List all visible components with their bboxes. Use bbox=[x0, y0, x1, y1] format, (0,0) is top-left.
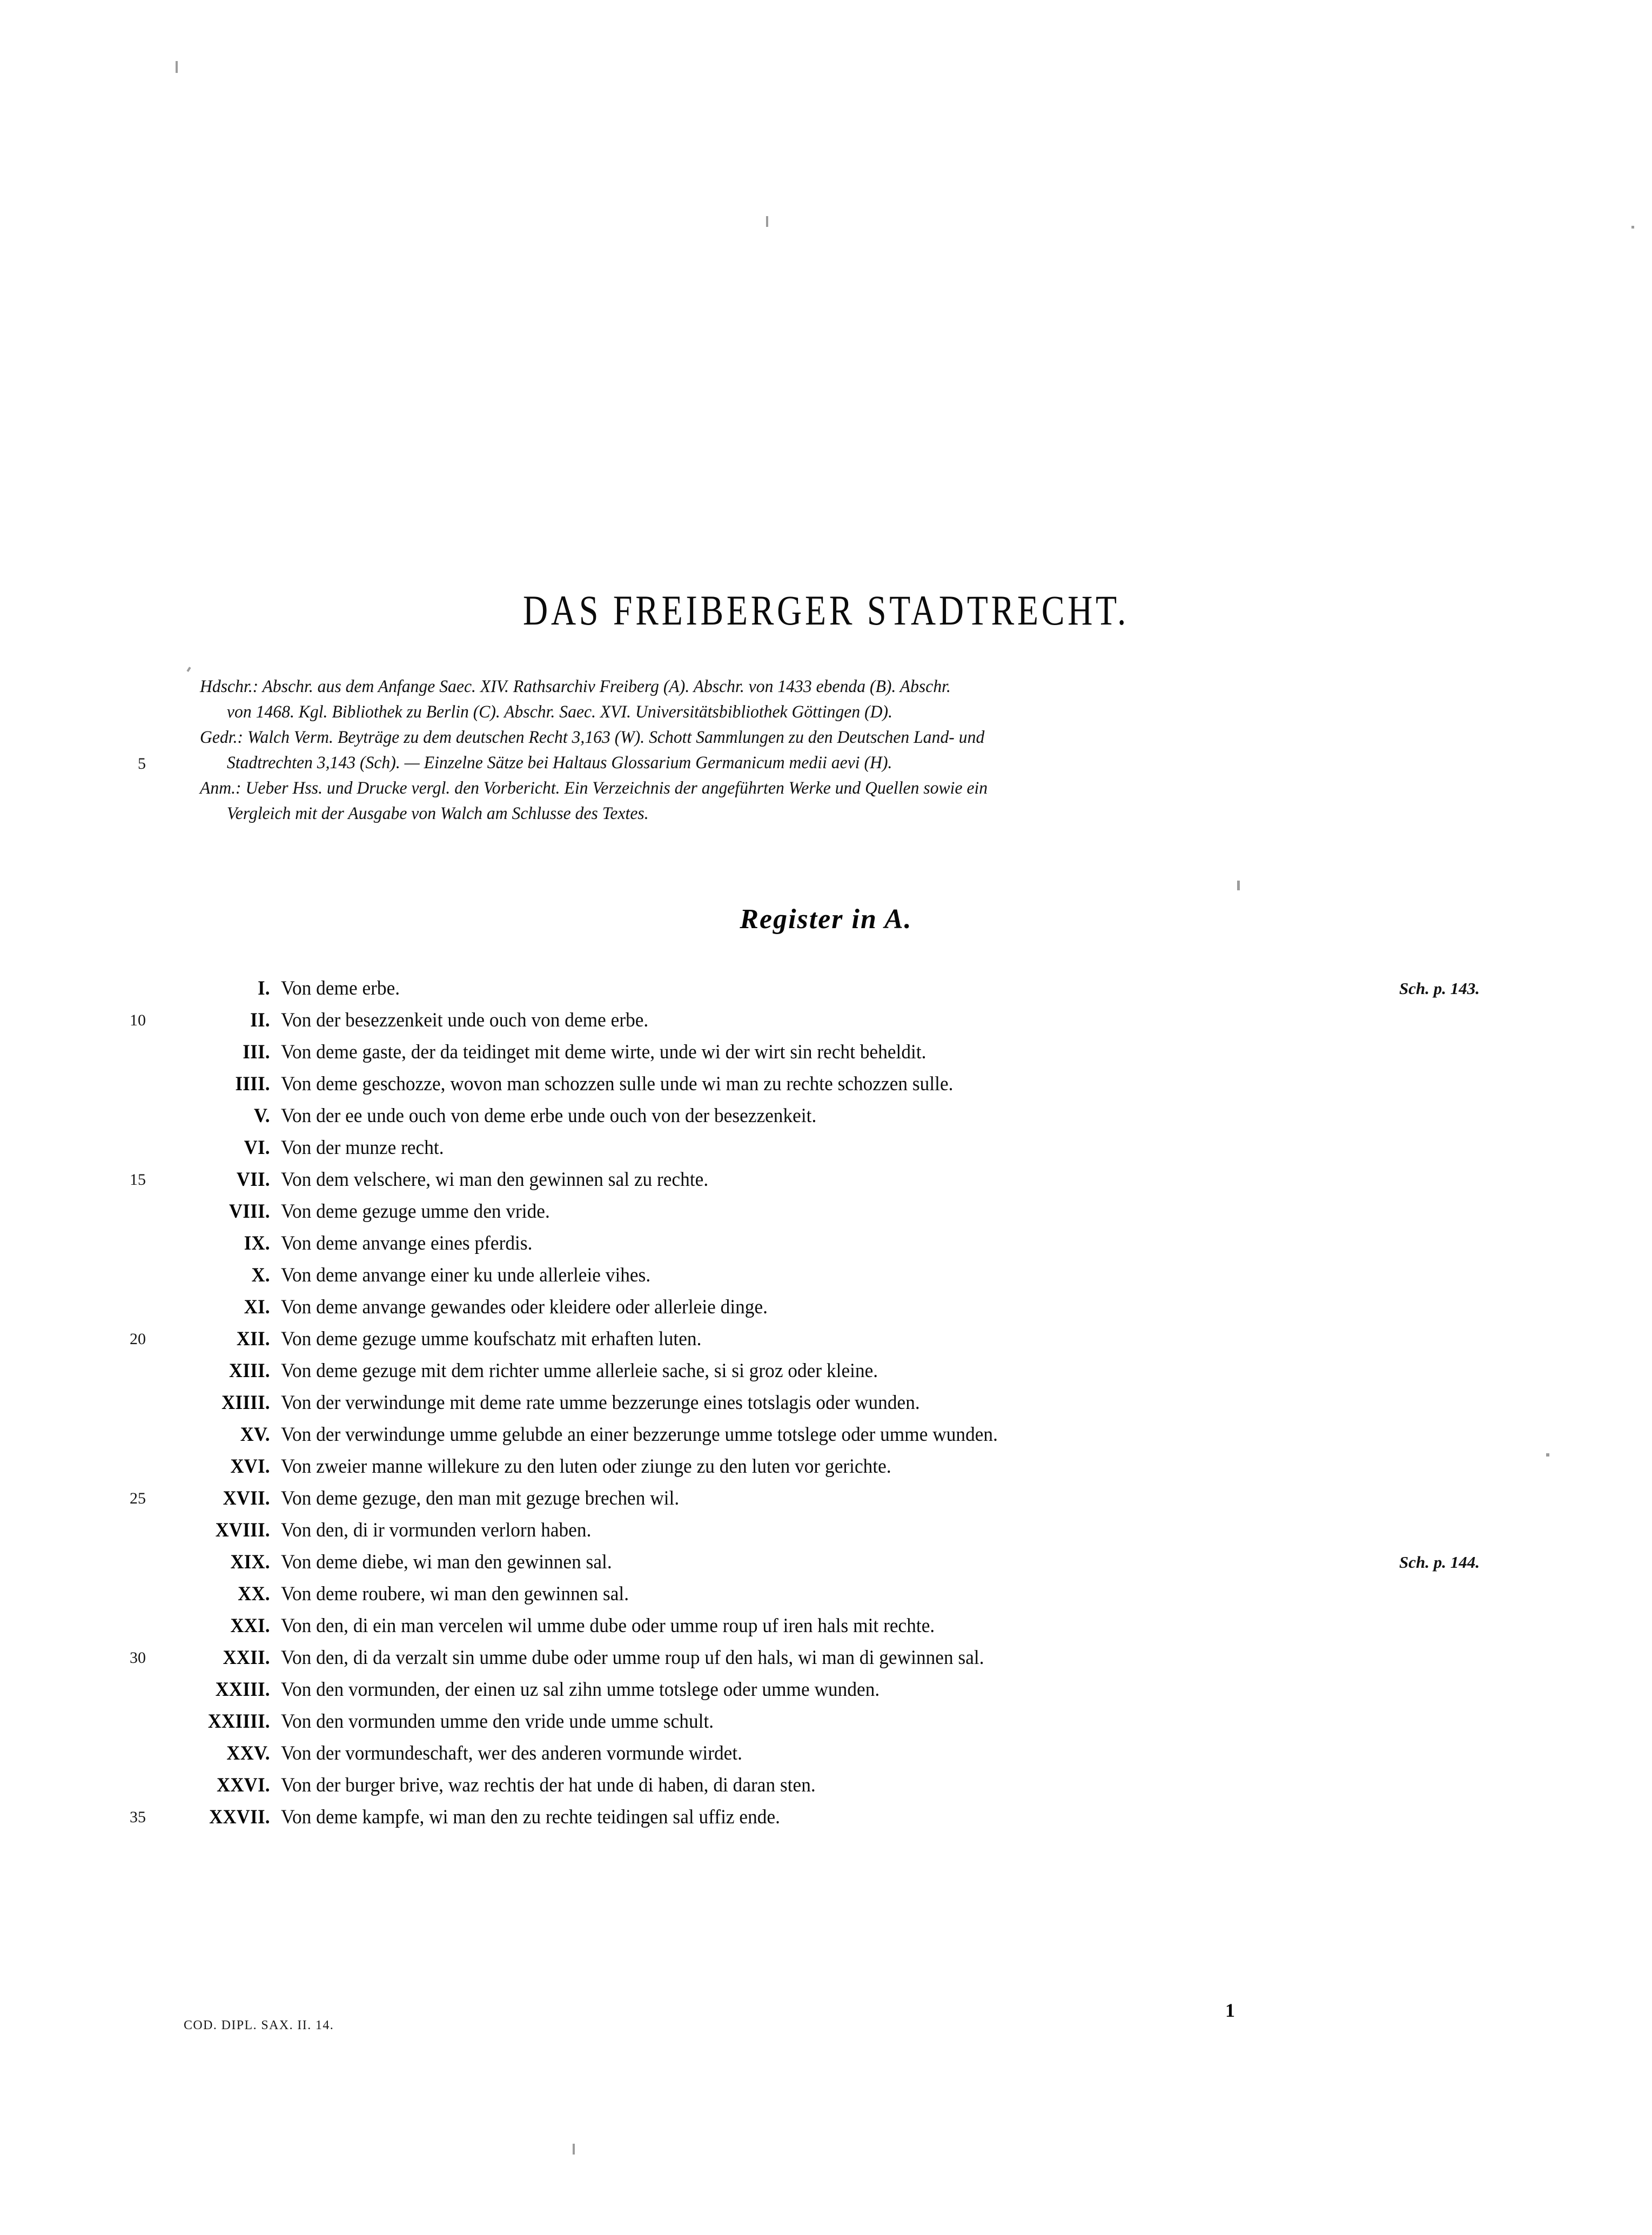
register-entry-row bbox=[0, 1259, 1652, 1291]
register-entry-numeral: V. bbox=[254, 1105, 270, 1127]
register-entry-row bbox=[0, 1355, 1652, 1387]
register-entry-row bbox=[0, 1419, 1652, 1451]
register-entry-row bbox=[0, 1036, 1652, 1068]
margin-line-number: 15 bbox=[130, 1171, 146, 1189]
register-entry-text: Von den, di da verzalt sin umme dube oder umme roup uf den hals, wi man di gewinnen sal. bbox=[281, 1647, 984, 1669]
register-entry-row bbox=[0, 1291, 1652, 1323]
marginal-source-note: Sch. p. 144. bbox=[1399, 1553, 1480, 1572]
register-entry-row bbox=[0, 1737, 1652, 1769]
register-entry-text: Von deme anvange eines pferdis. bbox=[281, 1232, 533, 1254]
register-entry-numeral: XXIIII. bbox=[207, 1710, 270, 1733]
register-entry-numeral: XXVI. bbox=[217, 1774, 270, 1796]
register-entry-text: Von deme roubere, wi man den gewinnen sal. bbox=[281, 1583, 629, 1605]
register-entry-numeral: XXIII. bbox=[215, 1679, 270, 1701]
margin-line-number: 20 bbox=[130, 1330, 146, 1348]
register-entry-text: Von deme kampfe, wi man den zu rechte teidingen sal uffiz ende. bbox=[281, 1806, 780, 1828]
page-number: 1 bbox=[1225, 1999, 1235, 2021]
register-entry-row bbox=[0, 1164, 1652, 1196]
register-entry-text: Von der besezzenkeit unde ouch von deme erbe. bbox=[281, 1009, 649, 1031]
register-entry-row bbox=[0, 1706, 1652, 1737]
register-entry-row bbox=[0, 1769, 1652, 1801]
register-entry-text: Von deme gezuge umme den vride. bbox=[281, 1200, 550, 1223]
margin-line-number: 5 bbox=[138, 755, 146, 773]
register-entry-row bbox=[0, 1514, 1652, 1546]
register-entry-text: Von den vormunden, der einen uz sal zihn umme totslege oder umme wunden. bbox=[281, 1679, 880, 1701]
register-list bbox=[0, 972, 1652, 1833]
headnote-line: Hdschr.: Abschr. aus dem Anfange Saec. XIV. Rathsarchiv Freiberg (A). Abschr. von 1433 ebenda (B). Abschr. bbox=[200, 677, 951, 696]
register-entry-numeral: XIIII. bbox=[221, 1392, 270, 1414]
register-entry-numeral: III. bbox=[243, 1041, 270, 1063]
register-entry-text: Von zweier manne willekure zu den luten oder ziunge zu den luten vor gerichte. bbox=[281, 1455, 891, 1478]
register-entry-numeral: XXII. bbox=[223, 1647, 270, 1669]
register-entry-row bbox=[0, 1451, 1652, 1482]
register-entry-text: Von deme anvange einer ku unde allerleie vihes. bbox=[281, 1264, 651, 1286]
scan-speck bbox=[186, 667, 191, 672]
register-entry-text: Von deme gezuge mit dem richter umme allerleie sache, si si groz oder kleine. bbox=[281, 1360, 878, 1382]
register-entry-text: Von der burger brive, waz rechtis der hat unde di haben, di daran sten. bbox=[281, 1774, 816, 1796]
register-entry-row bbox=[0, 1674, 1652, 1706]
marginal-source-note: Sch. p. 143. bbox=[1399, 979, 1480, 998]
bibliographic-headnote bbox=[200, 674, 1406, 827]
register-entry-row bbox=[0, 1004, 1652, 1036]
register-entry-row bbox=[0, 1100, 1652, 1132]
scan-speck bbox=[573, 2144, 575, 2155]
register-entry-text: Von deme gezuge, den man mit gezuge brechen wil. bbox=[281, 1487, 680, 1509]
scan-speck bbox=[766, 216, 768, 227]
register-entry-numeral: II. bbox=[250, 1009, 270, 1031]
register-entry-text: Von der munze recht. bbox=[281, 1137, 444, 1159]
register-entry-numeral: XXI. bbox=[230, 1615, 270, 1637]
register-entry-row bbox=[0, 1546, 1652, 1578]
register-entry-row bbox=[0, 1387, 1652, 1419]
margin-line-number: 25 bbox=[130, 1489, 146, 1507]
register-entry-numeral: XIII. bbox=[229, 1360, 270, 1382]
register-entry-numeral: XI. bbox=[244, 1296, 270, 1318]
register-entry-numeral: XIX. bbox=[230, 1551, 270, 1573]
headnote-line: Vergleich mit der Ausgabe von Walch am Schlusse des Textes. bbox=[226, 804, 649, 823]
register-entry-row bbox=[0, 1642, 1652, 1674]
scan-speck bbox=[176, 61, 178, 73]
register-entry-row bbox=[0, 1132, 1652, 1164]
scan-speck bbox=[1237, 881, 1240, 890]
register-entry-text: Von deme gaste, der da teidinget mit deme wirte, unde wi der wirt sin recht beheldit. bbox=[281, 1041, 926, 1063]
register-entry-text: Von deme diebe, wi man den gewinnen sal. bbox=[281, 1551, 612, 1573]
register-entry-text: Von deme anvange gewandes oder kleidere oder allerleie dinge. bbox=[281, 1296, 768, 1318]
scan-speck bbox=[1631, 226, 1634, 229]
headnote-line: von 1468. Kgl. Bibliothek zu Berlin (C). Abschr. Saec. XVI. Universitätsbibliothek Göttingen (D). bbox=[226, 702, 893, 722]
headnote-line: Gedr.: Walch Verm. Beyträge zu dem deutschen Recht 3,163 (W). Schott Sammlungen zu den Deutschen Land- und bbox=[200, 728, 985, 747]
register-entry-numeral: XX. bbox=[238, 1583, 270, 1605]
page-title: DAS FREIBERGER STADTRECHT. bbox=[523, 587, 1129, 634]
register-entry-numeral: XII. bbox=[236, 1328, 270, 1350]
register-entry-text: Von den vormunden umme den vride unde umme schult. bbox=[281, 1710, 714, 1733]
register-entry-text: Von deme geschozze, wovon man schozzen sulle unde wi man zu rechte schozzen sulle. bbox=[281, 1073, 953, 1095]
register-entry-text: Von deme gezuge umme koufschatz mit erhaften luten. bbox=[281, 1328, 702, 1350]
register-entry-text: Von dem velschere, wi man den gewinnen sal zu rechte. bbox=[281, 1169, 709, 1191]
register-entry-numeral: IX. bbox=[244, 1232, 270, 1254]
register-entry-numeral: XVI. bbox=[230, 1455, 270, 1478]
register-entry-row bbox=[0, 1578, 1652, 1610]
register-entry-row bbox=[0, 1196, 1652, 1227]
headnote-line: Stadtrechten 3,143 (Sch). — Einzelne Sätze bei Haltaus Glossarium Germanicum medii aevi (H). bbox=[226, 753, 892, 773]
register-entry-text: Von der verwindunge mit deme rate umme bezzerunge eines totslagis oder wunden. bbox=[281, 1392, 920, 1414]
register-entry-text: Von den, di ir vormunden verlorn haben. bbox=[281, 1519, 592, 1541]
register-entry-row bbox=[0, 1482, 1652, 1514]
register-entry-row bbox=[0, 1227, 1652, 1259]
register-heading: Register in A. bbox=[740, 904, 912, 935]
register-entry-row bbox=[0, 1068, 1652, 1100]
headnote-line: Anm.: Ueber Hss. und Drucke vergl. den Vorbericht. Ein Verzeichnis der angeführten Werke und Quellen sowie ein bbox=[200, 778, 988, 798]
register-entry-numeral: VI. bbox=[244, 1137, 270, 1159]
colophon: COD. DIPL. SAX. II. 14. bbox=[184, 2018, 334, 2032]
margin-line-number: 30 bbox=[130, 1649, 146, 1667]
register-entry-numeral: VII. bbox=[236, 1169, 270, 1191]
register-entry-numeral: I. bbox=[258, 977, 270, 999]
register-entry-row bbox=[0, 1801, 1652, 1833]
register-entry-numeral: XXVII. bbox=[209, 1806, 270, 1828]
register-entry-numeral: XVIII. bbox=[215, 1519, 270, 1541]
register-entry-numeral: VIII. bbox=[229, 1200, 270, 1223]
register-entry-numeral: XV. bbox=[240, 1424, 270, 1446]
register-entry-text: Von deme erbe. bbox=[281, 977, 400, 999]
register-entry-row bbox=[0, 972, 1652, 1004]
register-entry-numeral: XXV. bbox=[226, 1742, 270, 1764]
register-entry-text: Von der verwindunge umme gelubde an einer bezzerunge umme totslege oder umme wunden. bbox=[281, 1424, 998, 1446]
margin-line-number: 10 bbox=[130, 1011, 146, 1029]
register-entry-numeral: XVII. bbox=[223, 1487, 270, 1509]
register-entry-numeral: IIII. bbox=[235, 1073, 270, 1095]
register-entry-text: Von der ee unde ouch von deme erbe unde ouch von der besezzenkeit. bbox=[281, 1105, 817, 1127]
register-entry-numeral: X. bbox=[251, 1264, 270, 1286]
register-entry-text: Von der vormundeschaft, wer des anderen vormunde wirdet. bbox=[281, 1742, 742, 1764]
register-entry-row bbox=[0, 1323, 1652, 1355]
register-entry-row bbox=[0, 1610, 1652, 1642]
register-entry-text: Von den, di ein man vercelen wil umme dube oder umme roup uf iren hals mit rechte. bbox=[281, 1615, 935, 1637]
margin-line-number: 35 bbox=[130, 1808, 146, 1826]
